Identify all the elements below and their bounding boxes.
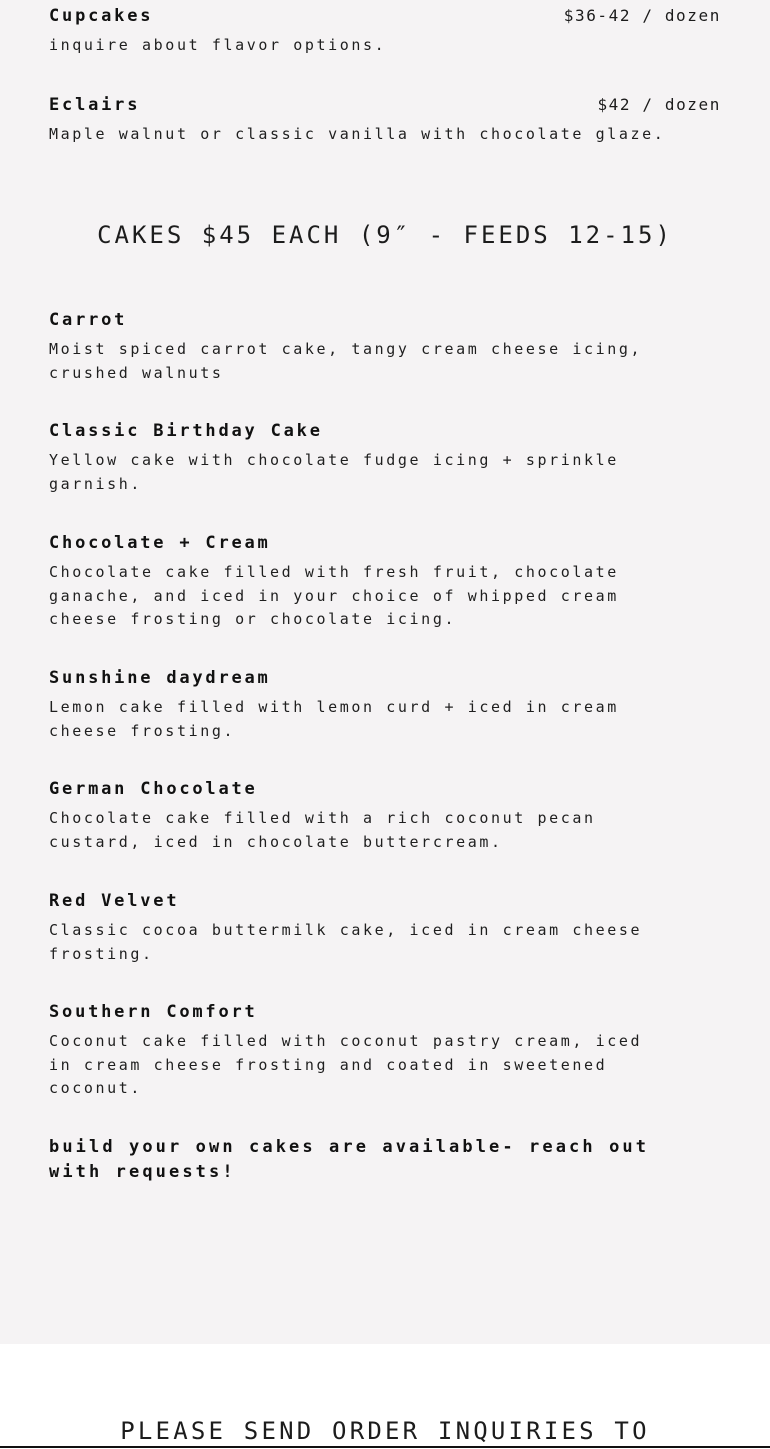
- item-description: Coconut cake filled with coconut pastry cream, iced in cream cheese frosting and coated in sweetened coconut.: [49, 1032, 643, 1097]
- item-price: $42 / dozen: [597, 95, 721, 114]
- item-name: Red Velvet: [49, 891, 180, 911]
- menu-item-cupcakes: [49, 6, 721, 58]
- item-name: Sunshine daydream: [49, 668, 271, 688]
- cakes-section-heading: CAKES $45 EACH (9″ - FEEDS 12-15): [97, 221, 673, 249]
- item-description: Lemon cake filled with lemon curd + iced in cream cheese frosting.: [49, 698, 619, 740]
- menu-item-eclairs: [49, 95, 721, 147]
- item-description: Yellow cake with chocolate fudge icing + sprinkle garnish.: [49, 451, 619, 493]
- item-name: Carrot: [49, 310, 128, 330]
- item-price: $36-42 / dozen: [563, 6, 721, 25]
- item-description: Chocolate cake filled with fresh fruit, chocolate ganache, and iced in your choice of whipped cream cheese frosting or chocolate icing.: [49, 563, 619, 628]
- menu-item-southern-comfort: [49, 1002, 721, 1101]
- item-description: inquire about flavor options.: [49, 36, 387, 54]
- item-name: Cupcakes: [49, 6, 154, 26]
- menu-item-chocolate-cream: [49, 533, 721, 632]
- build-your-own-note: build your own cakes are available- reach out with requests!: [49, 1137, 650, 1182]
- bottom-divider: [0, 1446, 770, 1448]
- order-inquiries-heading: PLEASE SEND ORDER INQUIRIES TO: [120, 1417, 650, 1445]
- item-name: Classic Birthday Cake: [49, 421, 323, 441]
- item-name: Eclairs: [49, 95, 141, 115]
- item-name: Southern Comfort: [49, 1002, 258, 1022]
- item-description: Moist spiced carrot cake, tangy cream cheese icing, crushed walnuts: [49, 340, 643, 382]
- item-name: Chocolate + Cream: [49, 533, 271, 553]
- item-name: German Chocolate: [49, 779, 258, 799]
- item-description: Chocolate cake filled with a rich coconut pecan custard, iced in chocolate buttercream.: [49, 809, 596, 851]
- menu-item-carrot: [49, 310, 721, 385]
- item-description: Maple walnut or classic vanilla with chocolate glaze.: [49, 125, 666, 143]
- item-description: Classic cocoa buttermilk cake, iced in cream cheese frosting.: [49, 921, 643, 963]
- menu-item-german-chocolate: [49, 779, 721, 854]
- menu-item-classic-birthday-cake: [49, 421, 721, 496]
- menu-item-sunshine-daydream: [49, 668, 721, 743]
- menu-item-red-velvet: [49, 891, 721, 966]
